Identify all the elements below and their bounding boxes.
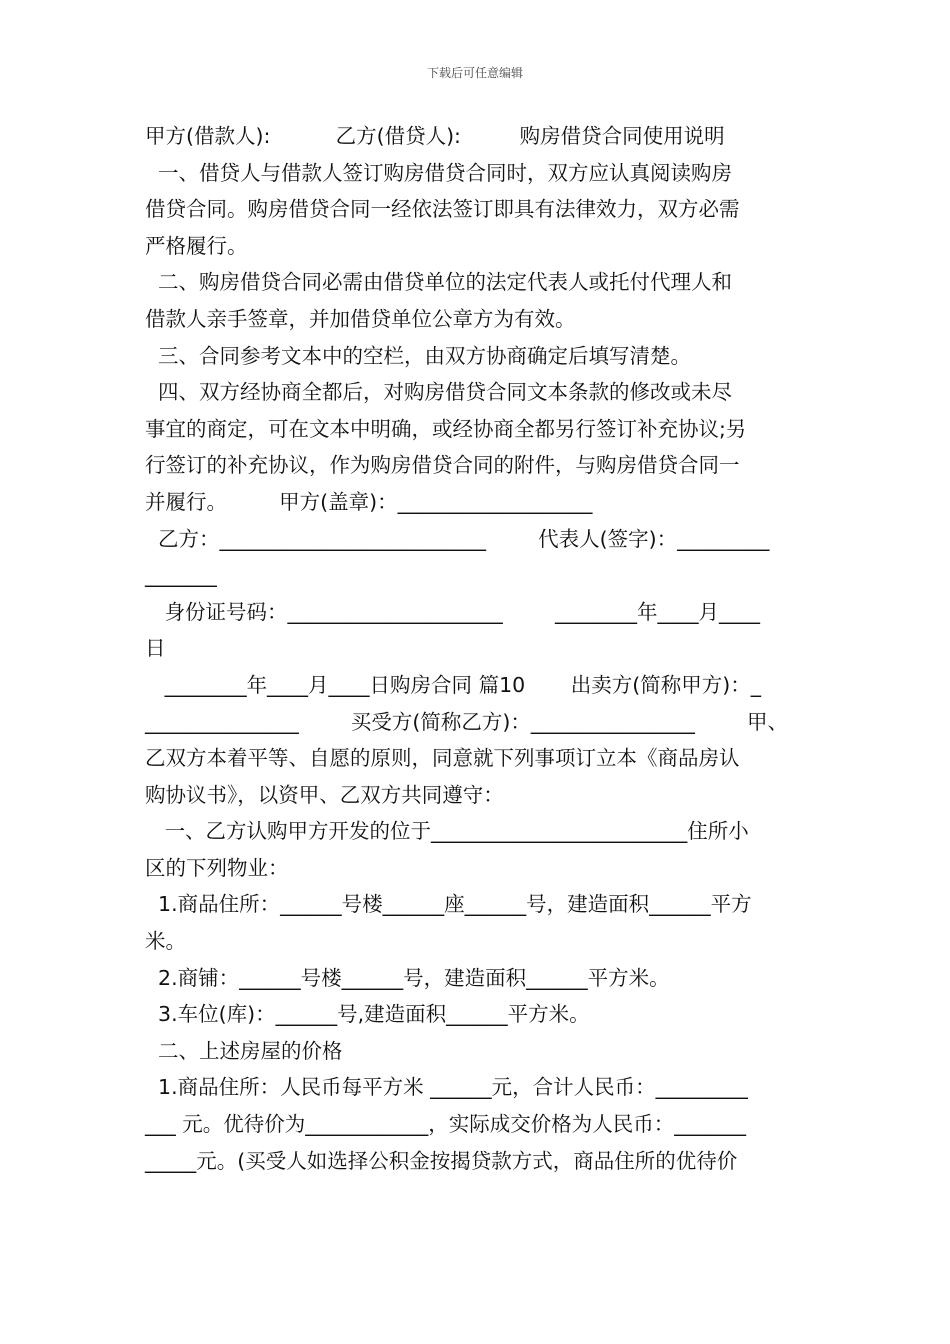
text-line: 日 — [145, 636, 166, 661]
text-line: 购协议书》，以资甲、乙双方共同遵守： — [145, 782, 504, 807]
text-line: 二、购房借贷合同必需由借贷单位的法定代表人或托付代理人和 — [145, 270, 733, 295]
text-line: 乙双方本着平等、自愿的原则，同意就下列事项订立本《商品房认 — [145, 746, 740, 771]
text-line: 1.商品住所：______号楼______座______号，建造面积______平方 — [145, 892, 752, 917]
text-line: 2.商铺：______号楼______号，建造面积______平方米。 — [145, 965, 670, 990]
text-line: 借贷合同。购房借贷合同一经依法签订即具有法律效力，双方必需 — [145, 197, 740, 222]
text-line: _______ — [145, 563, 217, 588]
text-line: 二、上述房屋的价格 — [145, 1038, 343, 1063]
text-line: 一、借贷人与借款人签订购房借贷合同时，双方应认真阅读购房 — [145, 160, 733, 185]
text-line: 乙方：__________________________ 代表人(签字)：_________ — [145, 526, 770, 551]
text-line: 一、乙方认购甲方开发的位于_________________________住所小 — [145, 819, 749, 844]
text-line: 行签订的补充协议，作为购房借贷合同的附件，与购房借贷合同一 — [145, 453, 740, 478]
text-line: 并履行。 甲方(盖章)：___________________ — [145, 489, 593, 514]
document-body — [145, 118, 810, 1179]
text-line: 四、双方经协商全都后，对购房借贷合同文本条款的修改或未尽 — [145, 380, 733, 405]
page-header: 下载后可任意编辑 — [426, 66, 523, 80]
text-line: 甲方(借款人): 乙方(借贷人): 购房借贷合同使用说明 — [145, 124, 725, 148]
text-line: _______________ 买受方(简称乙方)：________________ 甲、 — [145, 709, 789, 734]
text-line: 身份证号码：_____________________ ________年____月____ — [145, 599, 760, 624]
text-line: 借款人亲手签章，并加借贷单位公章方为有效。 — [145, 306, 576, 331]
text-line: 三、合同参考文本中的空栏，由双方协商确定后填写清楚。 — [145, 343, 692, 368]
text-line: 米。 — [145, 929, 186, 954]
text-line: 3.车位(库)：______号,建造面积______平方米。 — [145, 1002, 590, 1027]
text-line: 严格履行。 — [145, 233, 248, 258]
text-line: 事宜的商定，可在文本中明确，或经协商全都另行签订补充协议;另 — [145, 416, 747, 441]
text-line: _____元。(买受人如选择公积金按揭贷款方式，商品住所的优待价 — [145, 1148, 738, 1173]
text-line: 区的下列物业： — [145, 855, 289, 880]
text-line: 1.商品住所：人民币每平方米 ______元，合计人民币：_________ — [145, 1075, 748, 1100]
text-line: ________年____月____日购房合同 篇10 出卖方(简称甲方)：_ — [145, 672, 762, 697]
text-line: ___ 元。优待价为____________，实际成交价格为人民币：_______ — [145, 1112, 747, 1137]
